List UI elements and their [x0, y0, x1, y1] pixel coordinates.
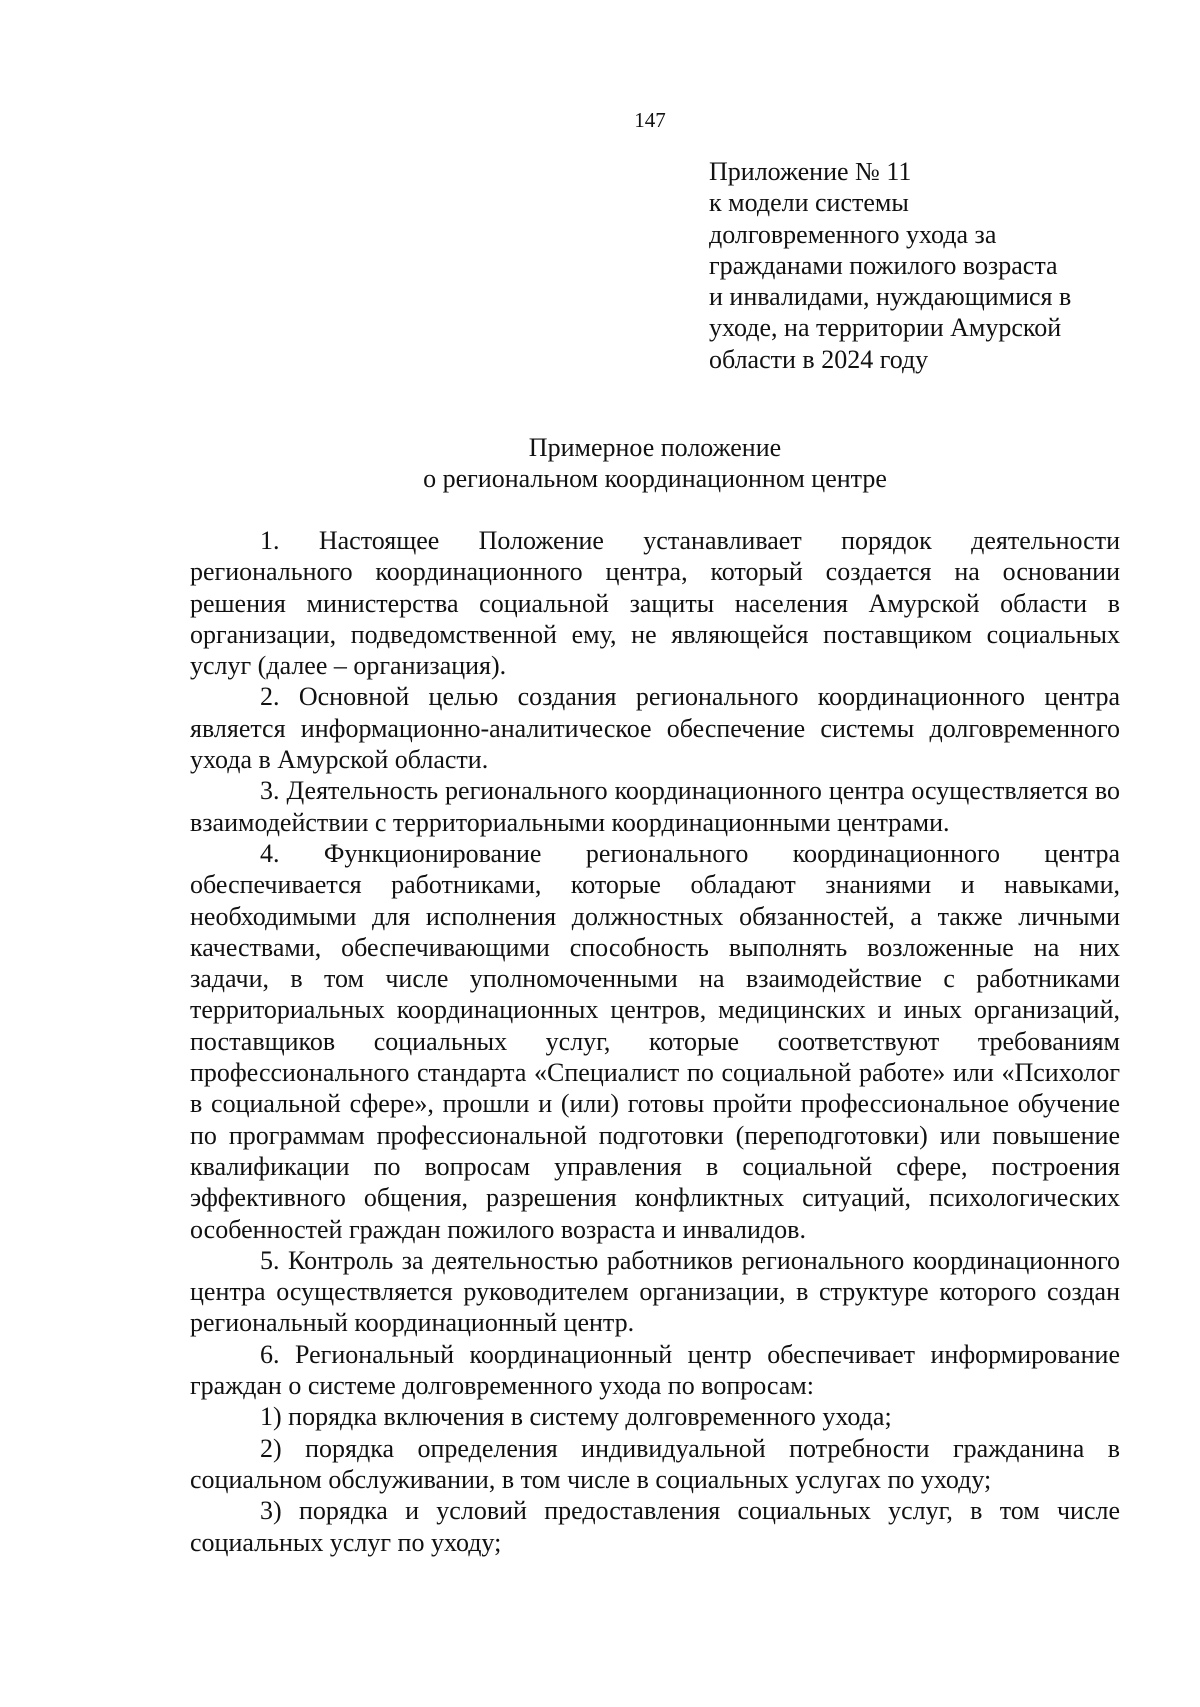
- paragraph-3: 3. Деятельность регионального координационного центра осуществляется во взаимодействии с территориальными координационными центрами.: [190, 776, 1120, 837]
- paragraph-4: 4. Функционирование регионального координационного центра обеспечивается работниками, которые обладают знаниями и навыками, необходимыми для исполнения должностных обязанностей, а также личными качествами, обеспечивающими способность выполнять возложенные на них задачи, в том числе уполномоченными на взаимодействие с работниками территориальных координационных центров, медицинских и иных организаций, поставщиков социальных услуг, которые соответствуют требованиям профессионального стандарта «Специалист по социальной работе» или «Психолог в социальной сфере», прошли и (или) готовы пройти профессиональное обучение по программам профессиональной подготовки (переподготовки) или повышение квалификации по вопросам управления в социальной сфере, построения эффективного общения, разрешения конфликтных ситуаций, психологических особенностей граждан пожилого возраста и инвалидов.: [190, 838, 1120, 1244]
- paragraph-6: 6. Региональный координационный центр обеспечивает информирование граждан о системе долговременного ухода по вопросам:: [190, 1339, 1120, 1401]
- paragraph-5: 5. Контроль за деятельностью работников регионального координационного центра осуществляется руководителем организации, в структуре которого создан региональный координационный центр.: [190, 1245, 1120, 1338]
- appendix-line: к модели системы: [709, 188, 909, 218]
- paragraph-2: 2. Основной целью создания регионального координационного центра является информационно-аналитическое обеспечение системы долговременного ухода в Амурской области.: [190, 682, 1120, 775]
- title-line-1: Примерное положение: [528, 433, 782, 462]
- page-number: 147: [634, 108, 666, 132]
- appendix-line: уходе, на территории Амурской: [709, 313, 1062, 343]
- document-title: [190, 432, 1120, 494]
- list-item-2: 2) порядка определения индивидуальной потребности гражданина в социальном обслуживании, в том числе в социальных услугах по уходу;: [190, 1433, 1120, 1494]
- list-item-3: 3) порядка и условий предоставления социальных услуг, в том числе социальных услуг по уходу;: [190, 1496, 1120, 1557]
- appendix-line: Приложение № 11: [709, 157, 912, 186]
- paragraph-1: 1. Настоящее Положение устанавливает порядок деятельности регионального координационного центра, который создается на основании решения министерства социальной защиты населения Амурской области в организации, подведомственной ему, не являющейся поставщиком социальных услуг (далее – организация).: [190, 526, 1120, 681]
- appendix-line: гражданами пожилого возраста: [709, 250, 1058, 280]
- title-line-2: о региональном координационном центре: [423, 464, 887, 493]
- appendix-line: долговременного ухода за: [709, 219, 997, 249]
- appendix-line: области в 2024 году: [709, 344, 929, 374]
- appendix-line: и инвалидами, нуждающимися в: [709, 282, 1072, 312]
- document-body: [190, 525, 1120, 1558]
- appendix-header: [709, 156, 1129, 375]
- list-item-1: 1) порядка включения в систему долговременного ухода;: [260, 1402, 892, 1432]
